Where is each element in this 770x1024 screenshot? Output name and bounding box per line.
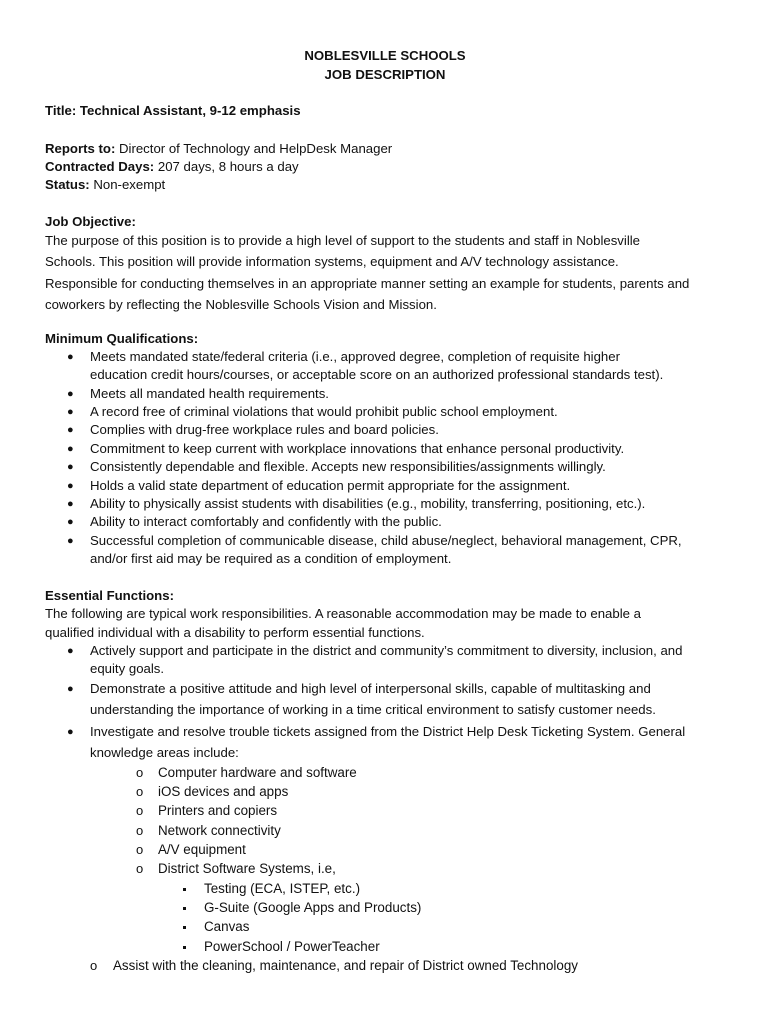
objective-line: coworkers by reflecting the Noblesville Schools Vision and Mission. — [45, 297, 437, 312]
functions-intro: The following are typical work responsibilities. A reasonable accommodation may be made to enable a — [45, 606, 641, 621]
square-bullet-icon — [183, 926, 186, 929]
qualification-item: Ability to physically assist students with disabilities (e.g., mobility, transferring, positioning, etc.). — [90, 496, 646, 511]
function-item: understanding the importance of working in a time critical environment to satisfy customer needs. — [90, 702, 656, 717]
reports-to — [45, 140, 392, 158]
functions-heading: Essential Functions: — [45, 588, 174, 603]
software-item: Testing (ECA, ISTEP, etc.) — [204, 881, 361, 896]
objective-line: Schools. This position will provide information systems, equipment and A/V technology assistance. — [45, 254, 619, 269]
function-item: Actively support and participate in the district and community’s commitment to diversity, inclusion, and — [90, 643, 683, 658]
contracted-days-value: 207 days, 8 hours a day — [154, 159, 299, 174]
reports-to-value: Director of Technology and HelpDesk Manager — [115, 141, 393, 156]
qualification-item: education credit hours/courses, or acceptable score on an authorized professional standards test). — [90, 367, 664, 382]
knowledge-item: Printers and copiers — [158, 803, 278, 818]
circle-bullet-icon: o — [136, 842, 144, 857]
circle-bullet-icon: o — [136, 765, 144, 780]
circle-bullet-icon: o — [136, 803, 144, 818]
objective-heading: Job Objective: — [45, 214, 136, 229]
org-heading: NOBLESVILLE SCHOOLS — [304, 48, 466, 63]
knowledge-item: Network connectivity — [158, 823, 281, 838]
software-item: G-Suite (Google Apps and Products) — [204, 900, 422, 915]
bullet-dot-icon: ● — [67, 351, 74, 363]
circle-bullet-icon: o — [136, 784, 144, 799]
square-bullet-icon — [183, 946, 186, 949]
qualification-item: Consistently dependable and flexible. Accepts new responsibilities/assignments willingly. — [90, 459, 606, 474]
function-item-last: Assist with the cleaning, maintenance, and repair of District owned Technology — [113, 958, 578, 973]
function-item: Investigate and resolve trouble tickets assigned from the District Help Desk Ticketing System. General — [90, 724, 686, 739]
square-bullet-icon — [183, 888, 186, 891]
bullet-dot-icon: ● — [67, 443, 74, 455]
qualification-item: Complies with drug-free workplace rules and board policies. — [90, 422, 439, 437]
status-label: Status: — [45, 177, 90, 192]
bullet-dot-icon: ● — [67, 480, 74, 492]
bullet-dot-icon: ● — [67, 388, 74, 400]
knowledge-item: District Software Systems, i.e, — [158, 861, 336, 876]
function-item: Demonstrate a positive attitude and high level of interpersonal skills, capable of multitasking and — [90, 681, 651, 696]
knowledge-item: Computer hardware and software — [158, 765, 357, 780]
objective-line: Responsible for conducting themselves in an appropriate manner setting an example for students, parents and — [45, 276, 690, 291]
status-value: Non-exempt — [89, 177, 166, 192]
circle-bullet-icon: o — [90, 958, 98, 973]
square-bullet-icon — [183, 907, 186, 910]
qualification-item: Ability to interact comfortably and confidently with the public. — [90, 514, 442, 529]
qualification-item: and/or first aid may be required as a condition of employment. — [90, 551, 452, 566]
qualification-item: Holds a valid state department of education permit appropriate for the assignment. — [90, 478, 571, 493]
bullet-dot-icon: ● — [67, 424, 74, 436]
qualification-item: A record free of criminal violations that would prohibit public school employment. — [90, 404, 558, 419]
functions-intro: qualified individual with a disability to perform essential functions. — [45, 625, 425, 640]
qualification-item: Successful completion of communicable disease, child abuse/neglect, behavioral management, CPR, — [90, 533, 682, 548]
objective-line: The purpose of this position is to provide a high level of support to the students and staff in Noblesville — [45, 233, 641, 248]
job-title: Title: Technical Assistant, 9-12 emphasis — [45, 103, 301, 118]
bullet-dot-icon: ● — [67, 498, 74, 510]
knowledge-item: A/V equipment — [158, 842, 246, 857]
circle-bullet-icon: o — [136, 823, 144, 838]
contracted-days — [45, 158, 299, 176]
qualifications-heading: Minimum Qualifications: — [45, 331, 199, 346]
software-item: PowerSchool / PowerTeacher — [204, 939, 380, 954]
knowledge-item: iOS devices and apps — [158, 784, 289, 799]
reports-to-label: Reports to: — [45, 141, 116, 156]
doc-type-heading: JOB DESCRIPTION — [324, 67, 446, 82]
contracted-days-label: Contracted Days: — [45, 159, 155, 174]
bullet-dot-icon: ● — [67, 406, 74, 418]
qualification-item: Meets mandated state/federal criteria (i.e., approved degree, completion of requisite higher — [90, 349, 620, 364]
qualification-item: Commitment to keep current with workplace innovations that enhance personal productivity. — [90, 441, 625, 456]
circle-bullet-icon: o — [136, 861, 144, 876]
bullet-dot-icon: ● — [67, 535, 74, 547]
bullet-dot-icon: ● — [67, 461, 74, 473]
bullet-dot-icon: ● — [67, 516, 74, 528]
bullet-dot-icon: ● — [67, 683, 74, 695]
software-item: Canvas — [204, 919, 250, 934]
bullet-dot-icon: ● — [67, 726, 74, 738]
bullet-dot-icon: ● — [67, 645, 74, 657]
status — [45, 176, 165, 194]
qualification-item: Meets all mandated health requirements. — [90, 386, 329, 401]
function-item: knowledge areas include: — [90, 745, 239, 760]
function-item: equity goals. — [90, 661, 165, 676]
